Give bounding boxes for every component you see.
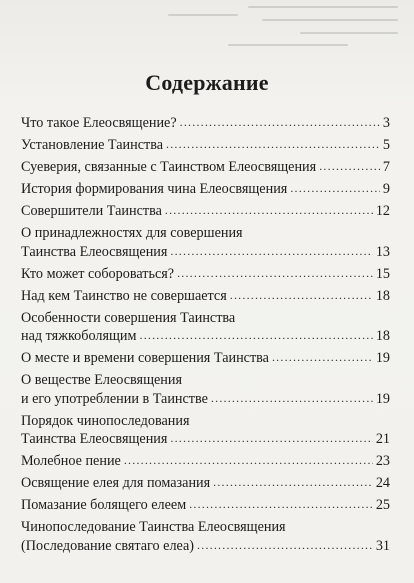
toc-entry bbox=[21, 224, 390, 261]
toc-page-number: 31 bbox=[375, 537, 390, 554]
dot-leader bbox=[165, 201, 373, 220]
toc-entry-title: Кто может собороваться? bbox=[21, 265, 175, 282]
toc-entry-title: Суеверия, связанные с Таинством Елеосвящения bbox=[21, 159, 317, 175]
dot-leader bbox=[170, 242, 372, 261]
dot-leader bbox=[211, 389, 373, 408]
toc-entry-row bbox=[21, 327, 390, 346]
toc-entry-title: Над кем Таинство не совершается bbox=[21, 287, 227, 304]
toc-entry-title: (Последование святаго елеа) bbox=[21, 537, 195, 554]
toc-entry-row bbox=[21, 430, 390, 449]
toc-entry-row bbox=[21, 496, 390, 515]
toc-entry-row bbox=[21, 136, 390, 155]
toc-entry bbox=[21, 452, 390, 471]
dot-leader bbox=[213, 473, 373, 492]
toc-entry-row bbox=[21, 287, 390, 306]
toc-page-number: 25 bbox=[375, 497, 390, 513]
toc-entry-title: Помазание болящего елеем bbox=[21, 497, 187, 513]
toc-page-number: 7 bbox=[382, 159, 390, 175]
dot-leader bbox=[230, 286, 373, 305]
toc-page-number: 23 bbox=[375, 453, 390, 469]
toc-entry-title: и его употреблении в Таинстве bbox=[21, 390, 208, 407]
toc-entry-row bbox=[21, 349, 390, 368]
toc-page-number: 13 bbox=[375, 243, 390, 260]
dot-leader bbox=[189, 495, 373, 514]
toc-entry bbox=[21, 158, 390, 177]
toc-entry-row bbox=[21, 265, 390, 284]
toc-entry bbox=[21, 287, 390, 306]
toc-entry bbox=[21, 136, 390, 155]
toc-page-number: 19 bbox=[375, 350, 390, 366]
toc-entry-title-first-line: О веществе Елеосвящения bbox=[21, 372, 182, 388]
toc-entry-row bbox=[21, 180, 390, 199]
toc-entry-title-first-line: Порядок чинопоследования bbox=[21, 412, 190, 429]
page-title: Содержание bbox=[145, 70, 269, 95]
toc-entry-title-first-line: Чинопоследование Таинства Елеосвящения bbox=[21, 519, 286, 535]
dot-leader bbox=[290, 179, 380, 198]
toc-entry-title: Молебное пение bbox=[21, 453, 121, 469]
dot-leader bbox=[197, 536, 373, 555]
toc-entry bbox=[21, 518, 390, 555]
dot-leader bbox=[124, 451, 373, 470]
toc-entry bbox=[21, 180, 390, 199]
toc-entry-title-first-line: Особенности совершения Таинства bbox=[21, 309, 236, 326]
toc-entry-row bbox=[21, 537, 390, 556]
toc-entry-row bbox=[21, 390, 390, 409]
toc-entry bbox=[21, 474, 390, 493]
toc-page-number: 18 bbox=[375, 328, 390, 344]
toc-entry-row bbox=[21, 202, 390, 221]
toc-page-number: 21 bbox=[375, 431, 390, 447]
toc-entry-title: Установление Таинства bbox=[21, 137, 164, 153]
toc-entry bbox=[21, 349, 390, 368]
toc-entry bbox=[21, 371, 390, 408]
dot-leader bbox=[177, 264, 373, 283]
toc-page-number: 9 bbox=[382, 181, 390, 197]
dot-leader bbox=[180, 113, 380, 132]
toc-entry-row bbox=[21, 158, 390, 177]
toc-entry bbox=[21, 202, 390, 221]
dot-leader bbox=[319, 157, 380, 176]
toc-entry bbox=[21, 114, 390, 133]
toc-page-number: 24 bbox=[375, 475, 390, 491]
toc-entry bbox=[21, 496, 390, 515]
toc-entry-row bbox=[21, 243, 390, 262]
toc-entry-title: Освящение елея для помазания bbox=[21, 475, 211, 491]
toc-page-number: 12 bbox=[375, 203, 390, 219]
toc-page-number: 15 bbox=[375, 265, 390, 282]
show-through-text bbox=[0, 0, 414, 60]
toc-page-number: 18 bbox=[375, 287, 390, 304]
toc-entry-title: Совершители Таинства bbox=[21, 203, 162, 219]
toc-page-number: 5 bbox=[382, 137, 390, 153]
toc-entry-title: О месте и времени совершения Таинства bbox=[21, 350, 269, 366]
toc-entry-title: Что такое Елеосвящение? bbox=[21, 115, 177, 131]
toc-page-number: 19 bbox=[375, 390, 390, 407]
toc-entry-row bbox=[21, 474, 390, 493]
table-of-contents bbox=[21, 114, 390, 559]
toc-entry-title: Таинства Елеосвящения bbox=[21, 431, 168, 447]
toc-entry-title: История формирования чина Елеосвящения bbox=[21, 181, 288, 197]
toc-entry-title: Таинства Елеосвящения bbox=[21, 243, 168, 260]
toc-entry bbox=[21, 412, 390, 449]
toc-entry bbox=[21, 309, 390, 346]
toc-entry-title: над тяжкоболящим bbox=[21, 328, 137, 344]
toc-entry-row bbox=[21, 452, 390, 471]
dot-leader bbox=[140, 326, 373, 345]
toc-entry-row bbox=[21, 114, 390, 133]
toc-entry bbox=[21, 265, 390, 284]
dot-leader bbox=[166, 135, 380, 154]
toc-page-number: 3 bbox=[382, 115, 390, 131]
dot-leader bbox=[272, 348, 373, 367]
dot-leader bbox=[170, 429, 372, 448]
toc-entry-title-first-line: О принадлежностях для совершения bbox=[21, 225, 243, 241]
